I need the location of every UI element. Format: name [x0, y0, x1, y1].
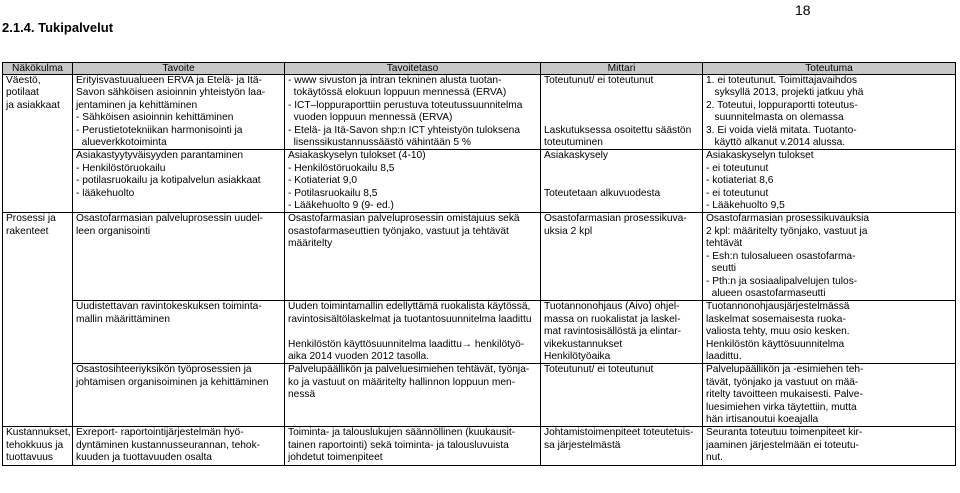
cell-line: Erityisvastuualueen ERVA ja Etelä- ja Itä-	[76, 75, 262, 86]
table-row	[3, 75, 956, 150]
cell-line: 2. Toteutui, loppuraportti toteutus-	[706, 99, 858, 111]
cell-line: Asiakaskyselyn tulokset (4-10)	[288, 150, 426, 162]
cell-line: massa on ruokalistat ja laskel-	[544, 313, 681, 325]
table-row	[3, 427, 956, 465]
cell-line: määritelty	[288, 238, 333, 250]
cell-mittari	[541, 150, 703, 213]
cell-line: kuuden ja tuottavuuden osalta	[76, 452, 212, 464]
cell-line: Toteutunut/ ei toteutunut	[544, 364, 654, 376]
cell-line: osastofarmaseuttien työnjako, vastuut ja tehtävät	[288, 225, 509, 237]
cell-line: Tuotannonohjausjärjestelmässä	[706, 301, 850, 313]
cell-mittari	[541, 427, 703, 465]
cell-line: laadittu.	[706, 350, 742, 362]
cell-perspective	[3, 364, 73, 427]
cell-line: Asiakastyytyväisyyden parantaminen	[76, 150, 244, 162]
cell-tavoite	[73, 301, 285, 364]
cell-tavoitetaso	[285, 301, 541, 364]
cell-line: 2 kpl: määritelty työnjako, vastuut ja	[706, 225, 868, 237]
cell-tavoite	[73, 364, 285, 427]
cell-mittari	[541, 364, 703, 427]
section-title: 2.1.4. Tukipalvelut	[2, 20, 114, 35]
header-tavoitetaso: Tavoitetaso	[285, 63, 541, 75]
cell-line: Osastofarmasian prosessikuva-	[544, 213, 687, 225]
cell-line: Asiakaskyselyn tulokset	[706, 150, 814, 162]
header-mittari: Mittari	[541, 63, 703, 75]
cell-line: hän irtisanoutui koeajalla	[706, 413, 819, 425]
cell-line: seutti	[706, 263, 737, 275]
cell-line: tävät, työnjako ja vastuut on mää-	[706, 376, 859, 388]
cell-line: Kustannukset,	[6, 427, 71, 439]
cell-tavoite	[73, 75, 285, 150]
cell-line: nessä	[288, 389, 316, 401]
cell-tavoitetaso	[285, 427, 541, 465]
cell-line: Henkilötyöaika	[544, 350, 611, 362]
cell-line	[544, 175, 699, 187]
cell-line: - Lääkehuolto 9,5	[706, 200, 785, 212]
cell-tavoitetaso	[285, 75, 541, 150]
cell-line: luesimiehen virka täytettiin, mutta	[706, 401, 857, 413]
cell-line: Palvelupäällikön ja -esimiehen teh-	[706, 364, 864, 376]
cell-line: johdetut toimenpiteet	[288, 452, 383, 464]
cell-line: vuoden loppuun mennessä (ERVA)	[288, 112, 453, 124]
cell-line: Osastofarmasian palveluprosessin uudel-	[76, 213, 263, 225]
cell-line: Henkilöstön käyttösuunnitelma laadittu→ henkilötyö-	[288, 338, 525, 350]
cell-line	[544, 87, 699, 99]
cell-line: Savon sähköisen asioinnin yhteistyön laa-	[76, 87, 266, 99]
cell-line: lisenssikustannussäästö vähintään 5 %	[288, 137, 471, 149]
cell-line: valiosta tehty, muu osio kesken.	[706, 326, 850, 338]
cell-line: - potilasruokailu ja kotipalvelun asiakkaat	[76, 175, 261, 187]
cell-line: suunnitelmasta on olemassa	[706, 112, 844, 124]
cell-line: 1. ei toteutunut. Toimittajavaihdos	[706, 75, 858, 86]
cell-line: Uudistettavan ravintokeskuksen toiminta-	[76, 301, 262, 313]
cell-line: rakenteet	[6, 225, 49, 237]
cell-line: nut.	[706, 452, 723, 464]
cell-line: - Sähköisen asioinnin kehittäminen	[76, 112, 234, 124]
cell-line: ravintosisältölaskelmat ja tuotantosuunnitelma laadittu	[288, 313, 532, 325]
cell-line	[544, 100, 699, 112]
cell-toteutuma	[703, 364, 956, 427]
table-row	[3, 213, 956, 301]
cell-line: ja asiakkaat	[6, 99, 60, 111]
cell-tavoitetaso	[285, 213, 541, 301]
cell-line: Osastosihteeriyksikön työprosessien ja	[76, 364, 252, 376]
cell-tavoitetaso	[285, 150, 541, 213]
cell-line: jentaminen ja kehittäminen	[76, 99, 198, 111]
cell-line: käyttö alkanut v.2014 alussa.	[706, 137, 846, 149]
header-nakokulma: Näkökulma	[3, 63, 73, 75]
cell-line: Osastofarmasian palveluprosessin omistajuus sekä	[288, 213, 520, 225]
cell-perspective	[3, 75, 73, 150]
cell-line: alueen osastofarmaseutti	[706, 287, 826, 299]
cell-tavoite	[73, 150, 285, 213]
cell-line: Henkilöstön käyttösuunnitelma	[706, 338, 845, 350]
header-tavoite: Tavoite	[73, 63, 285, 75]
cell-line: aika 2014 vuoden 2012 tasolla.	[288, 350, 430, 362]
cell-line: Exreport- raportointijärjestelmän hyö-	[76, 427, 244, 439]
cell-line	[544, 163, 699, 175]
goals-table	[2, 62, 956, 466]
cell-toteutuma	[703, 427, 956, 465]
cell-tavoite	[73, 213, 285, 301]
cell-line: Palvelupäällikön ja palveluesimiehen tehtävät, työnja-	[288, 364, 530, 376]
cell-toteutuma	[703, 213, 956, 301]
table-row	[3, 364, 956, 427]
cell-toteutuma	[703, 150, 956, 213]
cell-line: uksia 2 kpl	[544, 225, 593, 237]
cell-line: - ICT–loppuraporttiin perustuva toteutussuunnitelma	[288, 99, 523, 111]
cell-mittari	[541, 301, 703, 364]
cell-line: Toteutetaan alkuvuodesta	[544, 187, 661, 199]
cell-tavoite	[73, 427, 285, 465]
cell-line: Väestö, potilaat	[6, 75, 44, 99]
cell-line: 3. Ei voida vielä mitata. Tuotanto-	[706, 124, 857, 136]
cell-line: - Etelä- ja Itä-Savon shp:n ICT yhteistyön tuloksena	[288, 124, 520, 136]
cell-line: mat ravintosisällöstä ja elintar-	[544, 326, 682, 338]
cell-line: tehokkuus ja	[6, 439, 64, 451]
cell-perspective	[3, 213, 73, 301]
cell-toteutuma	[703, 75, 956, 150]
cell-line: dyntäminen kustannusseurannan, tehok-	[76, 439, 261, 451]
cell-line: Seuranta toteutuu toimenpiteet kir-	[706, 427, 863, 439]
cell-line: - Perustietotekniikan harmonisointi ja	[76, 124, 243, 136]
cell-line: leen organisointi	[76, 225, 151, 237]
cell-line: - Potilasruokailu 8,5	[288, 187, 378, 199]
cell-line: Asiakaskysely	[544, 150, 608, 162]
cell-line: tokäytössä elokuun loppuun mennessä (ERVA)	[288, 87, 507, 99]
cell-line: alueverkkotoiminta	[76, 137, 167, 149]
cell-mittari	[541, 213, 703, 301]
cell-mittari	[541, 75, 703, 150]
cell-line: - Lääkehuolto 9 (9- ed.)	[288, 200, 394, 212]
cell-line: ko ja vastuut on määritelty hallinnon loppuun men-	[288, 376, 516, 388]
cell-line: Laskutuksessa osoitettu säästön	[544, 124, 692, 136]
cell-line: - Kotiateriat 9,0	[288, 175, 358, 187]
cell-line: - kotiateriat 8,6	[706, 175, 774, 187]
cell-line	[288, 326, 537, 338]
table-row	[3, 301, 956, 364]
cell-line: Tuotannonohjaus (Aivo) ohjel-	[544, 301, 680, 313]
cell-line: tehtävät	[706, 238, 743, 250]
cell-line: Osastofarmasian prosessikuvauksia	[706, 213, 870, 225]
cell-line: - Esh:n tulosalueen osastofarma-	[706, 250, 856, 262]
cell-line: - Henkilöstöruokailu	[76, 162, 166, 174]
table-row	[3, 150, 956, 213]
cell-line: ritelty tavoitteen mukaisesti. Palve-	[706, 389, 863, 401]
cell-line: tainen raportointi) sekä toiminta- ja talousluvuista	[288, 439, 509, 451]
cell-line: - Pth:n ja sosiaalipalvelujen tulos-	[706, 275, 858, 287]
cell-line: - Henkilöstöruokailu 8,5	[288, 162, 395, 174]
cell-line: - lääkehuolto	[76, 187, 135, 199]
cell-line: johtamisen organisoiminen ja kehittäminen	[76, 376, 269, 388]
cell-perspective	[3, 301, 73, 364]
cell-line: - www sivuston ja intran tekninen alusta tuotan-	[288, 75, 502, 86]
cell-line: Uuden toimintamallin edellyttämä ruokalista käytössä,	[288, 301, 531, 313]
cell-line: Johtamistoimenpiteet toteutetuis-	[544, 427, 694, 439]
page-number: 18	[795, 2, 811, 18]
cell-line: Toteutunut/ ei toteutunut	[544, 75, 654, 86]
cell-line: - ei toteutunut	[706, 187, 769, 199]
cell-toteutuma	[703, 301, 956, 364]
cell-line: laskelmat sosemaisesta ruoka-	[706, 313, 846, 325]
cell-line: sa järjestelmästä	[544, 439, 621, 451]
cell-line	[544, 112, 699, 124]
cell-line: toteutuminen	[544, 137, 603, 149]
cell-line: Prosessi ja	[6, 213, 56, 225]
cell-line: - ei toteutunut	[706, 162, 769, 174]
cell-line: syksyllä 2013, projekti jatkuu yhä	[706, 87, 864, 99]
cell-line: tuottavuus	[6, 452, 54, 464]
table-header-row	[3, 63, 956, 75]
cell-line: vikekustannukset	[544, 338, 623, 350]
cell-perspective	[3, 150, 73, 213]
cell-tavoitetaso	[285, 364, 541, 427]
header-toteutuma: Toteutuma	[703, 63, 956, 75]
cell-perspective	[3, 427, 73, 465]
cell-line: jaaminen järjestelmään ei toteutu-	[706, 439, 859, 451]
cell-line: mallin määrittäminen	[76, 313, 170, 325]
cell-line: Toiminta- ja talouslukujen säännöllinen (kuukausit-	[288, 427, 516, 439]
